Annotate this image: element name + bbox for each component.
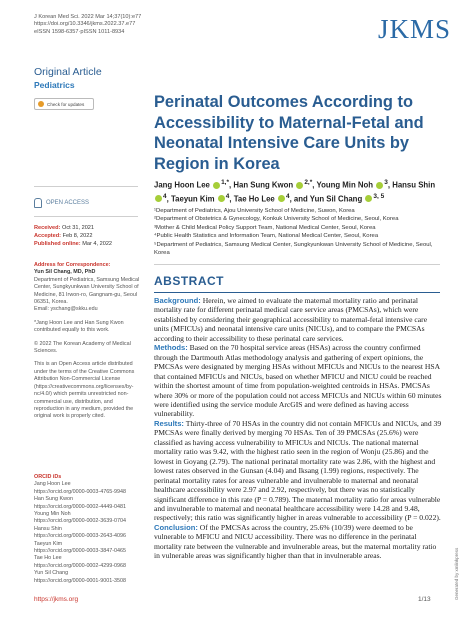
page-number: 1/13 [418, 596, 431, 603]
date-accepted: Accepted: Feb 8, 2022 [34, 233, 93, 240]
affiliation-item: ¹Department of Pediatrics, Ajou University School of Medicine, Suwon, Korea [154, 208, 355, 214]
citation-block [34, 14, 141, 36]
orcid-name: Han Sung Kwon [34, 496, 73, 503]
orcid-heading: ORCID iDs [34, 474, 62, 480]
open-access-label: OPEN ACCESS [46, 200, 90, 206]
generated-by-note: Generated by xmlinkpress [454, 547, 459, 600]
orcid-icon[interactable] [155, 195, 162, 202]
article-title: Perinatal Outcomes According to Accessibility to Maternal-Fetal and Neonatal Intensive Care Units by Region in Korea [154, 93, 424, 173]
abstract-rule [154, 292, 440, 293]
issn: eISSN 1598-6357·pISSN 1011-8934 [34, 28, 125, 35]
orcid-link[interactable]: https://orcid.org/0000-0002-4449-0481 [34, 503, 127, 510]
abstract-body [154, 296, 442, 561]
article-section[interactable]: Pediatrics [34, 80, 75, 90]
orcid-name: Young Min Noh [34, 511, 71, 518]
correspondence-name: Yun Sil Chang, MD, PhD [34, 269, 96, 276]
divider [34, 186, 138, 187]
author-name[interactable]: Tae Ho Lee [233, 194, 275, 204]
affiliation-item: ³Mother & Child Medical Policy Support Team, National Medical Center, Seoul, Korea [154, 224, 376, 231]
orcid-name: Yun Sil Chang [34, 570, 69, 577]
author-name[interactable]: Han Sung Kwon [233, 180, 294, 190]
orcid-name: Jang Hoon Lee [34, 481, 71, 488]
orcid-link[interactable]: https://orcid.org/0000-0002-4299-0968 [34, 562, 127, 569]
orcid-link[interactable]: https://orcid.org/0000-0001-9001-3508 [34, 577, 127, 584]
abstract-methods: Methods: Based on the 70 hospital service areas (HSAs) across the country confirmed through the Dartmouth Atlas methodology analysis and gathering of expert opinions, the PMCSAs were designated by merging HSAs without MFICUs and NICUs to the nearest HSA that contained MFICUs and NICUs, based on whether MFICU and NICU could be reached within the shortest amount of time from population-weighted centroids in HSAs. PMCSAs where 30% or more of the population could not access MFICUs and NICUs within 60 minutes were identified using the service module ArcGIS and were defined as having access vulnerability. [154, 343, 442, 419]
affiliation-item: ⁵Department of Pediatrics, Samsung Medical Center, Sungkyunkwan University School of Medicine, Seoul, Korea [154, 241, 433, 257]
citation: J Korean Med Sci. 2022 Mar 14;37(10):e77 [34, 14, 142, 20]
open-lock-icon [34, 198, 42, 208]
orcid-name: Taeyun Kim [34, 540, 63, 547]
correspondence-address: Department of Pediatrics, Samsung Medical Center, Sungkyunkwan University School of Medicine, 81 Irwon-ro, Gangnam-gu, Seoul 06351, Korea. [34, 276, 140, 306]
date-published: Published online: Mar 4, 2022 [34, 241, 113, 248]
copyright: © 2022 The Korean Academy of Medical Sciences. [34, 340, 131, 355]
crossmark-icon [38, 101, 44, 107]
divider [154, 264, 440, 265]
date-received: Received: Oct 31, 2021 [34, 225, 95, 231]
author-name[interactable]: Yun Sil Chang [309, 194, 363, 204]
open-access-badge [34, 198, 89, 208]
article-meta [34, 66, 142, 110]
article-type: Original Article [34, 66, 102, 78]
author-name[interactable]: Young Min Noh [316, 180, 374, 190]
orcid-icon[interactable] [376, 182, 383, 189]
orcid-icon[interactable] [365, 195, 372, 202]
correspondence-heading: Address for Correspondence: [34, 262, 111, 268]
journal-url[interactable]: https://jkms.org [34, 596, 79, 603]
abstract-conclusion: Conclusion: Of the PMCSAs across the country, 25.6% (10/39) were deemed to be vulnerable to MFICU and NICU accessibility. There was no difference in the perinatal mortality rate between the vulnerable and invulnerable areas, but the maternal mortality ratio in vulnerable areas was significantly higher than that in invulnerable areas. [154, 522, 437, 561]
orcid-list [34, 474, 140, 585]
correspondence-email[interactable]: Email: yschang@skku.edu [34, 306, 98, 313]
author-name[interactable]: Taeyun Kim [170, 194, 215, 204]
check-for-updates-label: Check for updates [47, 101, 85, 107]
orcid-link[interactable]: https://orcid.org/0000-0003-2643-4096 [34, 533, 127, 540]
abstract-background: Background: Herein, we aimed to evaluate the maternal mortality ratio and perinatal mortality rate for different perinatal medical care service areas (PMCSAs), which were established by considering their geographical accessibility to maternal-fetal intensive care units (MFICUs) and neonatal intensive care units (NICUs), and to compare the PMCSAs according to their accessibility to these perinatal care services. [154, 296, 428, 343]
orcid-icon[interactable] [218, 195, 225, 202]
equal-contribution-note: *Jang Hoon Lee and Han Sung Kwon contributed equally to this work. [34, 319, 124, 334]
orcid-link[interactable]: https://orcid.org/0000-0002-3639-0704 [34, 518, 127, 525]
abstract-results: Results: Thirty-three of 70 HSAs in the country did not contain MFICUs and NICUs, and 39 PMCSAs were finally derived by merging 70 HSAs. Ten of 39 PMCSAs (25.6%) were classified as having access vulnerability to MFICUs and NICUs. The national maternal mortality ratio was 9.42, with the highest ratio seen in the region of Wonju (25.86) and the lowest in Goyang (2.79). The national perinatal mortality rate was 2.86, with the highest and lowest rates observed in the Gunsan (4.04) and Iksang (1.99) regions, respectively. The perinatal mortality rates for areas vulnerable and invulnerable to maternal and neonatal healthcare accessibility were 2.97 and 2.92, respectively, but there was no statistically significant difference in this rate (P = 0.789). The maternal mortality ratio for areas vulnerable and invulnerable to maternal and neonatal healthcare accessibility were 14.28 and 9.48, respectively; this ratio was significantly higher in areas vulnerable to accessibility (P = 0.022). [154, 418, 442, 523]
divider [34, 216, 138, 217]
license-text: This is an Open Access article distributed under the terms of the Creative Commons Attribution Non-Commercial License (https://creativecommons.org/licenses/by-nc/4.0/) which permits unrestricted non-commercial use, distribution, and reproduction in any medium, provided the original work is properly cited. [34, 361, 135, 420]
author-name[interactable]: Hansu Shin [392, 180, 436, 190]
affiliation-item: ²Department of Obstetrics & Gynecology, Konkuk University School of Medicine, Seoul, Korea [154, 216, 399, 223]
correspondence-block [34, 262, 140, 421]
author-list: Jang Hoon Lee $^{1,*}$, Han Sung Kwon $^{2,*}$, Young Min Noh $^3$, Hansu Shin $^4$, Taeyun Kim $^4$, Tae Ho Lee $^4$, and Yun Sil Chang $^{3, 5}$ [154, 179, 436, 204]
orcid-link[interactable]: https://orcid.org/0000-0003-4765-9948 [34, 488, 127, 495]
affiliation-item: ⁴Public Health Statistics and Information Team, National Medical Center, Seoul, Korea [154, 233, 379, 240]
orcid-name: Tae Ho Lee [34, 555, 62, 562]
orcid-link[interactable]: https://orcid.org/0000-0003-3847-0465 [34, 548, 127, 555]
author-name[interactable]: Jang Hoon Lee [154, 180, 210, 190]
abstract-heading: ABSTRACT [154, 274, 224, 288]
journal-logo[interactable]: JKMS [378, 14, 452, 44]
doi-link[interactable]: https://doi.org/10.3346/jkms.2022.37.e77 [34, 21, 136, 28]
article-dates [34, 224, 112, 249]
check-for-updates-button[interactable] [34, 98, 94, 110]
orcid-icon[interactable] [296, 182, 303, 189]
orcid-icon[interactable] [213, 182, 220, 189]
orcid-name: Hansu Shin [34, 525, 62, 532]
orcid-icon[interactable] [278, 195, 285, 202]
affiliations [154, 207, 434, 257]
